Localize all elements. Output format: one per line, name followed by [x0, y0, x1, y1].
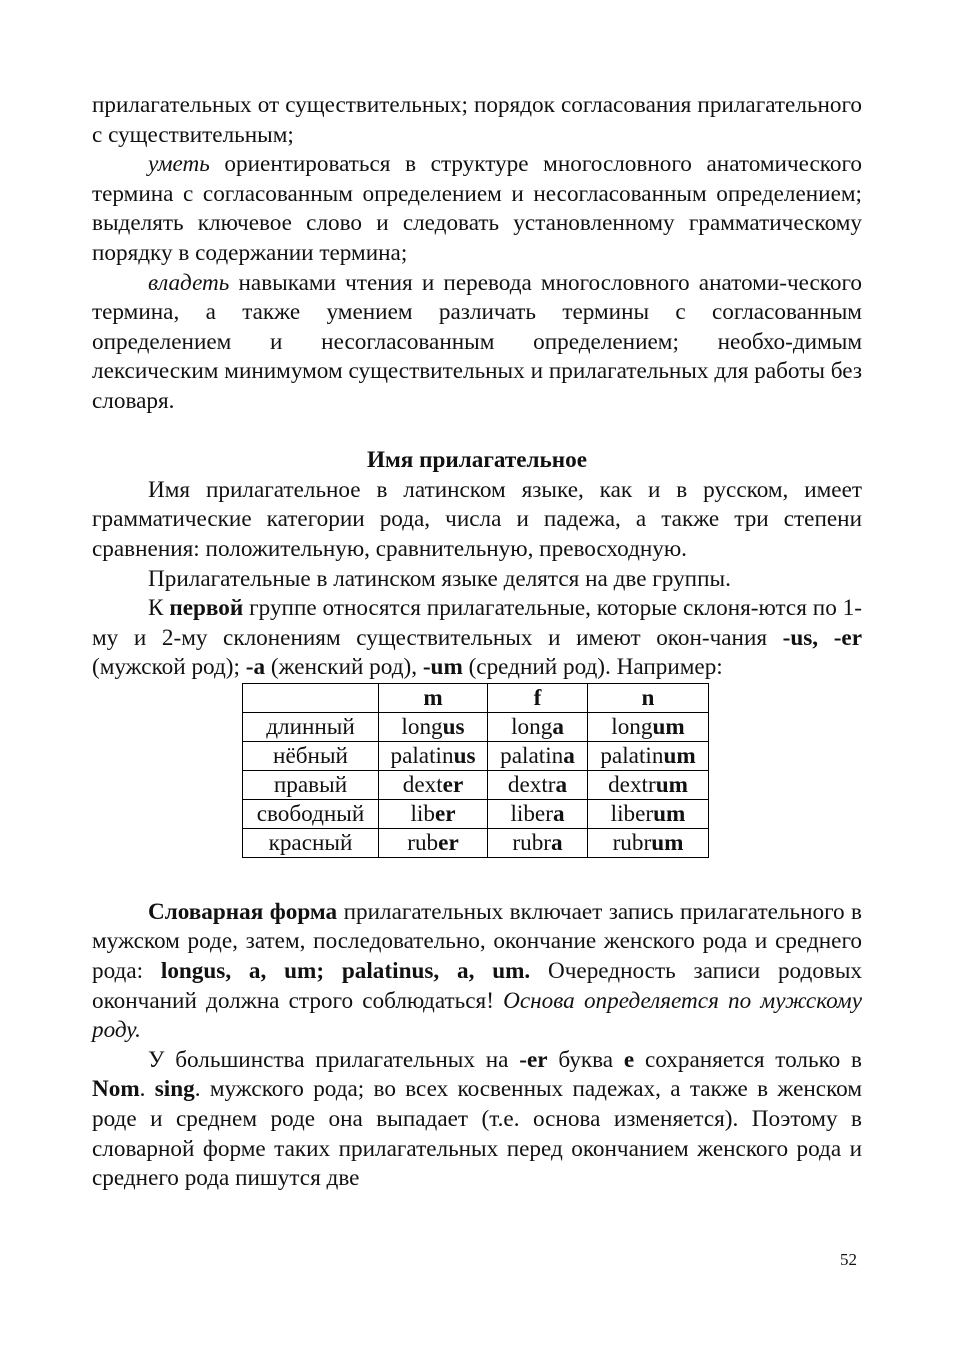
- text-run-bold: -a: [245, 654, 266, 681]
- text-run: буква: [547, 1046, 624, 1073]
- header-cell-f: f: [488, 683, 588, 712]
- cell-russian: длинный: [243, 712, 379, 741]
- text-run: сохраняется только в: [634, 1046, 863, 1073]
- cell-m: [379, 741, 488, 770]
- ending: a: [552, 800, 565, 827]
- cell-russian: нёбный: [243, 741, 379, 770]
- page-body: [92, 91, 862, 1194]
- header-cell-empty: [243, 683, 379, 712]
- ending: er: [438, 829, 459, 856]
- dictionary-form-paragraph: [92, 898, 862, 1046]
- cell-russian: красный: [243, 828, 379, 857]
- text-run-bold: Словарная форма: [148, 898, 338, 925]
- ending: a: [555, 771, 568, 798]
- text-run-bold: Nom: [92, 1076, 140, 1103]
- stem: long: [511, 713, 553, 740]
- ending: um: [653, 800, 686, 827]
- section-heading: Имя прилагательное: [366, 447, 588, 474]
- ending: us: [453, 742, 476, 769]
- ending: a: [552, 713, 564, 740]
- cell-n: [588, 741, 709, 770]
- table-row: [243, 799, 709, 828]
- ending: um: [651, 829, 684, 856]
- cell-m: [379, 799, 488, 828]
- text-run-italic: Основа определяется по мужскому роду.: [92, 987, 862, 1044]
- text-run-bold: первой: [169, 595, 244, 622]
- ending: er: [434, 800, 456, 827]
- stem: dext: [402, 771, 443, 798]
- text-run: .: [139, 1076, 155, 1103]
- cell-f: [488, 799, 588, 828]
- adjective-intro-paragraph: Имя прилагательное в латинском языке, как и в русском, имеет грамматические категории рода, числа и падежа, а также три степени сравнения: положительную, сравнительную, превосходную.: [92, 476, 862, 562]
- cell-n: [588, 828, 709, 857]
- cell-m: [379, 828, 488, 857]
- ending: um: [655, 771, 688, 798]
- table-header-row: [243, 683, 709, 712]
- stem: palatin: [390, 742, 454, 769]
- cell-russian: свободный: [243, 799, 379, 828]
- stem: dextr: [608, 771, 656, 798]
- table-row: [243, 828, 709, 857]
- text-run-bold: -us, -er: [782, 624, 862, 651]
- cell-russian: правый: [243, 770, 379, 799]
- ending: er: [442, 771, 464, 798]
- stem: palatin: [600, 742, 664, 769]
- stem: long: [401, 713, 443, 740]
- table-row: [243, 712, 709, 741]
- ending: um: [652, 713, 685, 740]
- text-run: (мужской род);: [92, 654, 246, 681]
- vladet-text: навыками чтения и перевода многословного анатоми-ческого термина, а также умением различать термины с согласованным определением и несогласованным определением; необхо-димым лексическим минимумом существительных и прилагательных для работы без словаря.: [92, 269, 862, 414]
- umet-paragraph: [92, 150, 862, 268]
- stem: rubr: [512, 829, 552, 856]
- vladet-paragraph: [92, 269, 862, 417]
- page-number: 52: [840, 1250, 857, 1269]
- cell-n: [588, 712, 709, 741]
- text-run: . мужского рода; во всех косвенных падежах, а также в женском роде и среднем роде она выпадает (т.е. основа изменяется). Поэтому в словарной форме таких прилагательных перед окончанием женского рода и среднего рода пишутся две: [92, 1076, 862, 1192]
- spacer: [92, 858, 862, 898]
- text-run-bold: e: [623, 1046, 635, 1073]
- text-run: У большинства прилагательных на: [148, 1046, 520, 1073]
- ending: a: [563, 742, 575, 769]
- text-run: (средний род). Например:: [462, 654, 723, 681]
- text-run: (женский род),: [265, 654, 423, 681]
- text-run: группе относятся прилагательные, которые склоня-ются по 1-му и 2-му склонениям существительных и имеют окон-чания: [92, 595, 862, 651]
- groups-paragraph: Прилагательные в латинском языке делятся на две группы.: [148, 565, 731, 592]
- table-body: [243, 712, 709, 857]
- stem: rub: [407, 829, 439, 856]
- stem: palatin: [500, 742, 564, 769]
- cell-f: [488, 741, 588, 770]
- header-cell-n: n: [588, 683, 709, 712]
- table-row: [243, 770, 709, 799]
- stem: rubr: [612, 829, 652, 856]
- adjective-endings-table: [242, 683, 709, 858]
- cell-m: [379, 712, 488, 741]
- cell-m: [379, 770, 488, 799]
- text-run: Очередность записи родовых окончаний должна строго соблюдаться!: [92, 958, 862, 1014]
- first-group-paragraph: [92, 594, 862, 683]
- stem: liber: [510, 800, 553, 827]
- text-run: прилагательных включает запись прилагательного в мужском роде, затем, последовательно, окончание женского рода и среднего рода:: [92, 898, 862, 985]
- intro-text: прилагательных от существительных; порядок согласования прилагательного с существительным;: [92, 92, 862, 148]
- ending: a: [551, 829, 563, 856]
- cell-n: [588, 799, 709, 828]
- text-run: К: [148, 595, 170, 622]
- stem: lib: [410, 800, 435, 827]
- text-run-bold: -um: [422, 654, 463, 681]
- text-run-bold: sing: [154, 1076, 195, 1103]
- header-cell-m: m: [379, 683, 488, 712]
- vladet-term: владеть: [148, 269, 230, 296]
- stem: dextr: [507, 771, 556, 798]
- cell-f: [488, 712, 588, 741]
- umet-text: ориентироваться в структуре многословного анатомического термина с согласованным определением и несогласованным определением; выделять ключевое слово и следовать установленному грамматическому порядку в содержании термина;: [92, 151, 862, 266]
- intro-paragraph: [92, 91, 862, 150]
- ending: um: [663, 742, 696, 769]
- cell-f: [488, 828, 588, 857]
- text-run-bold: longus, a, um; palatinus, a, um.: [160, 958, 531, 985]
- cell-f: [488, 770, 588, 799]
- table-row: [243, 741, 709, 770]
- er-adjectives-paragraph: [92, 1046, 862, 1194]
- cell-n: [588, 770, 709, 799]
- ending: us: [442, 713, 465, 740]
- stem: long: [611, 713, 653, 740]
- umet-term: уметь: [148, 151, 210, 178]
- stem: liber: [610, 800, 654, 827]
- text-run-bold: -er: [519, 1046, 548, 1073]
